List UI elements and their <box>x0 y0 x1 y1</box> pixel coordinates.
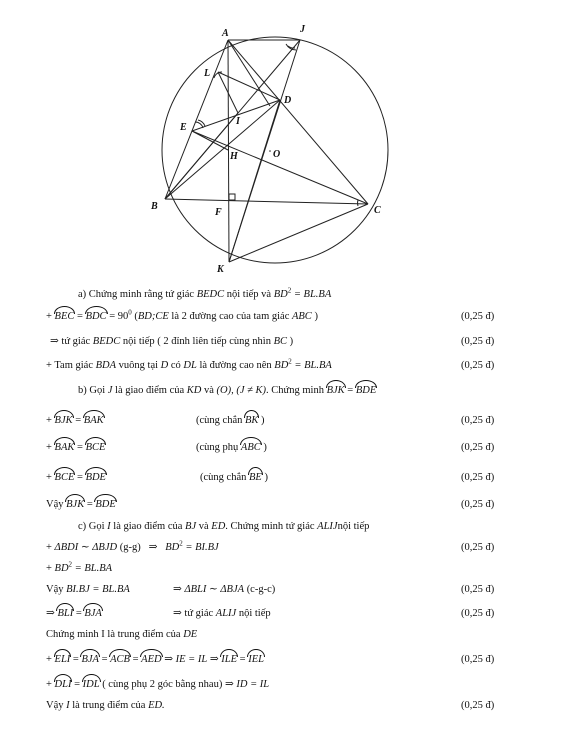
score: (0,25 đ) <box>461 654 495 665</box>
part-c-line-8: Vậy I là trung điểm của ED. (0,25 đ) <box>0 695 576 717</box>
part-c-title: c) Gọi I là giao điểm của BJ và ED. Chứng minh tứ giác ALIJnội tiếp <box>78 521 370 532</box>
part-a-title: a) Chứng minh rằng tứ giác BEDC nội tiếp và $BD^2 = BL.BA$ <box>78 286 332 300</box>
score: (0,25 đ) <box>461 608 495 619</box>
score: (0,25 đ) <box>461 584 495 595</box>
point-k-label: K <box>217 264 224 275</box>
part-c-line-1: + ΔBDI ∼ ΔBJD (g-g) ⇒ $BD^2 = BI.BJ$ (0,25 đ) <box>0 537 576 559</box>
part-b-line-4: Vậy BJK = BDE (0,25 đ) <box>0 494 576 516</box>
point-j-label: J <box>300 24 305 35</box>
part-c-line-3: Vậy BI.BJ = BL.BA ⇒ ΔBLI ∼ ΔBJA (c-g-c) (0,25 đ) <box>0 579 576 601</box>
point-b-label: B <box>151 201 158 212</box>
score: (0,25 đ) <box>461 336 495 347</box>
part-b-line-3: + BCE = BDE (cùng chắn BE ) (0,25 đ) <box>0 467 576 489</box>
geometry-figure <box>0 0 576 285</box>
score: (0,25 đ) <box>461 700 495 711</box>
score: (0,25 đ) <box>461 360 495 371</box>
part-a-line-2: ⇒ tứ giác BEDC nội tiếp ( 2 đỉnh liên tiếp cùng nhìn BC ) (0,25 đ) <box>0 331 576 353</box>
point-h-label: H <box>230 151 238 162</box>
score: (0,25 đ) <box>461 442 495 453</box>
point-a-label: A <box>222 28 229 39</box>
part-c-line-2: + $BD^2 = BL.BA$ <box>46 560 113 574</box>
part-c-line-6: + ELI = BJA = ACB = AED ⇒ IE = IL ⇒ ILE = IEL (0,25 đ) <box>0 649 576 671</box>
score: (0,25 đ) <box>461 415 495 426</box>
figure-segments <box>165 40 368 262</box>
point-l-label: L <box>204 68 211 79</box>
part-a-line-3: + Tam giác BDA vuông tại D có DL là đường cao nên $BD^2 = BL.BA$ (0,25 đ) <box>0 355 576 377</box>
right-angle-mark <box>229 194 235 200</box>
part-b-line-2: + BAK = BCE (cùng phụ ABC ) (0,25 đ) <box>0 437 576 459</box>
score: (0,25 đ) <box>461 542 495 553</box>
part-c-line-4: ⇒ BLI = BJA ⇒ tứ giác ALIJ nội tiếp (0,25 đ) <box>0 603 576 625</box>
part-c-line-7: + DLI = IDL ( cùng phụ 2 góc bằng nhau) ⇒ ID = IL <box>0 674 576 696</box>
score: (0,25 đ) <box>461 311 495 322</box>
score: (0,25 đ) <box>461 499 495 510</box>
point-i-label: I <box>236 116 240 127</box>
point-e-label: E <box>180 122 187 133</box>
part-b-line-1: + BJK = BAK (cùng chắn BK ) (0,25 đ) <box>0 410 576 432</box>
score: (0,25 đ) <box>461 472 495 483</box>
point-c-label: C <box>374 205 381 216</box>
point-f-label: F <box>215 207 222 218</box>
point-o-label: O <box>273 149 281 160</box>
point-d-label: D <box>284 95 292 106</box>
part-a-line-1: + BEC = BDC = $90^0$ (BD;CE là 2 đường cao của tam giác ABC ) (0,25 đ) <box>0 306 576 328</box>
part-b-title: b) Gọi J là giao điểm của KD và (O), (J ≠ K). Chứng minh BJK = BDE <box>0 380 576 402</box>
part-c-line-5: Chứng minh I là trung điểm của DE <box>46 629 198 640</box>
